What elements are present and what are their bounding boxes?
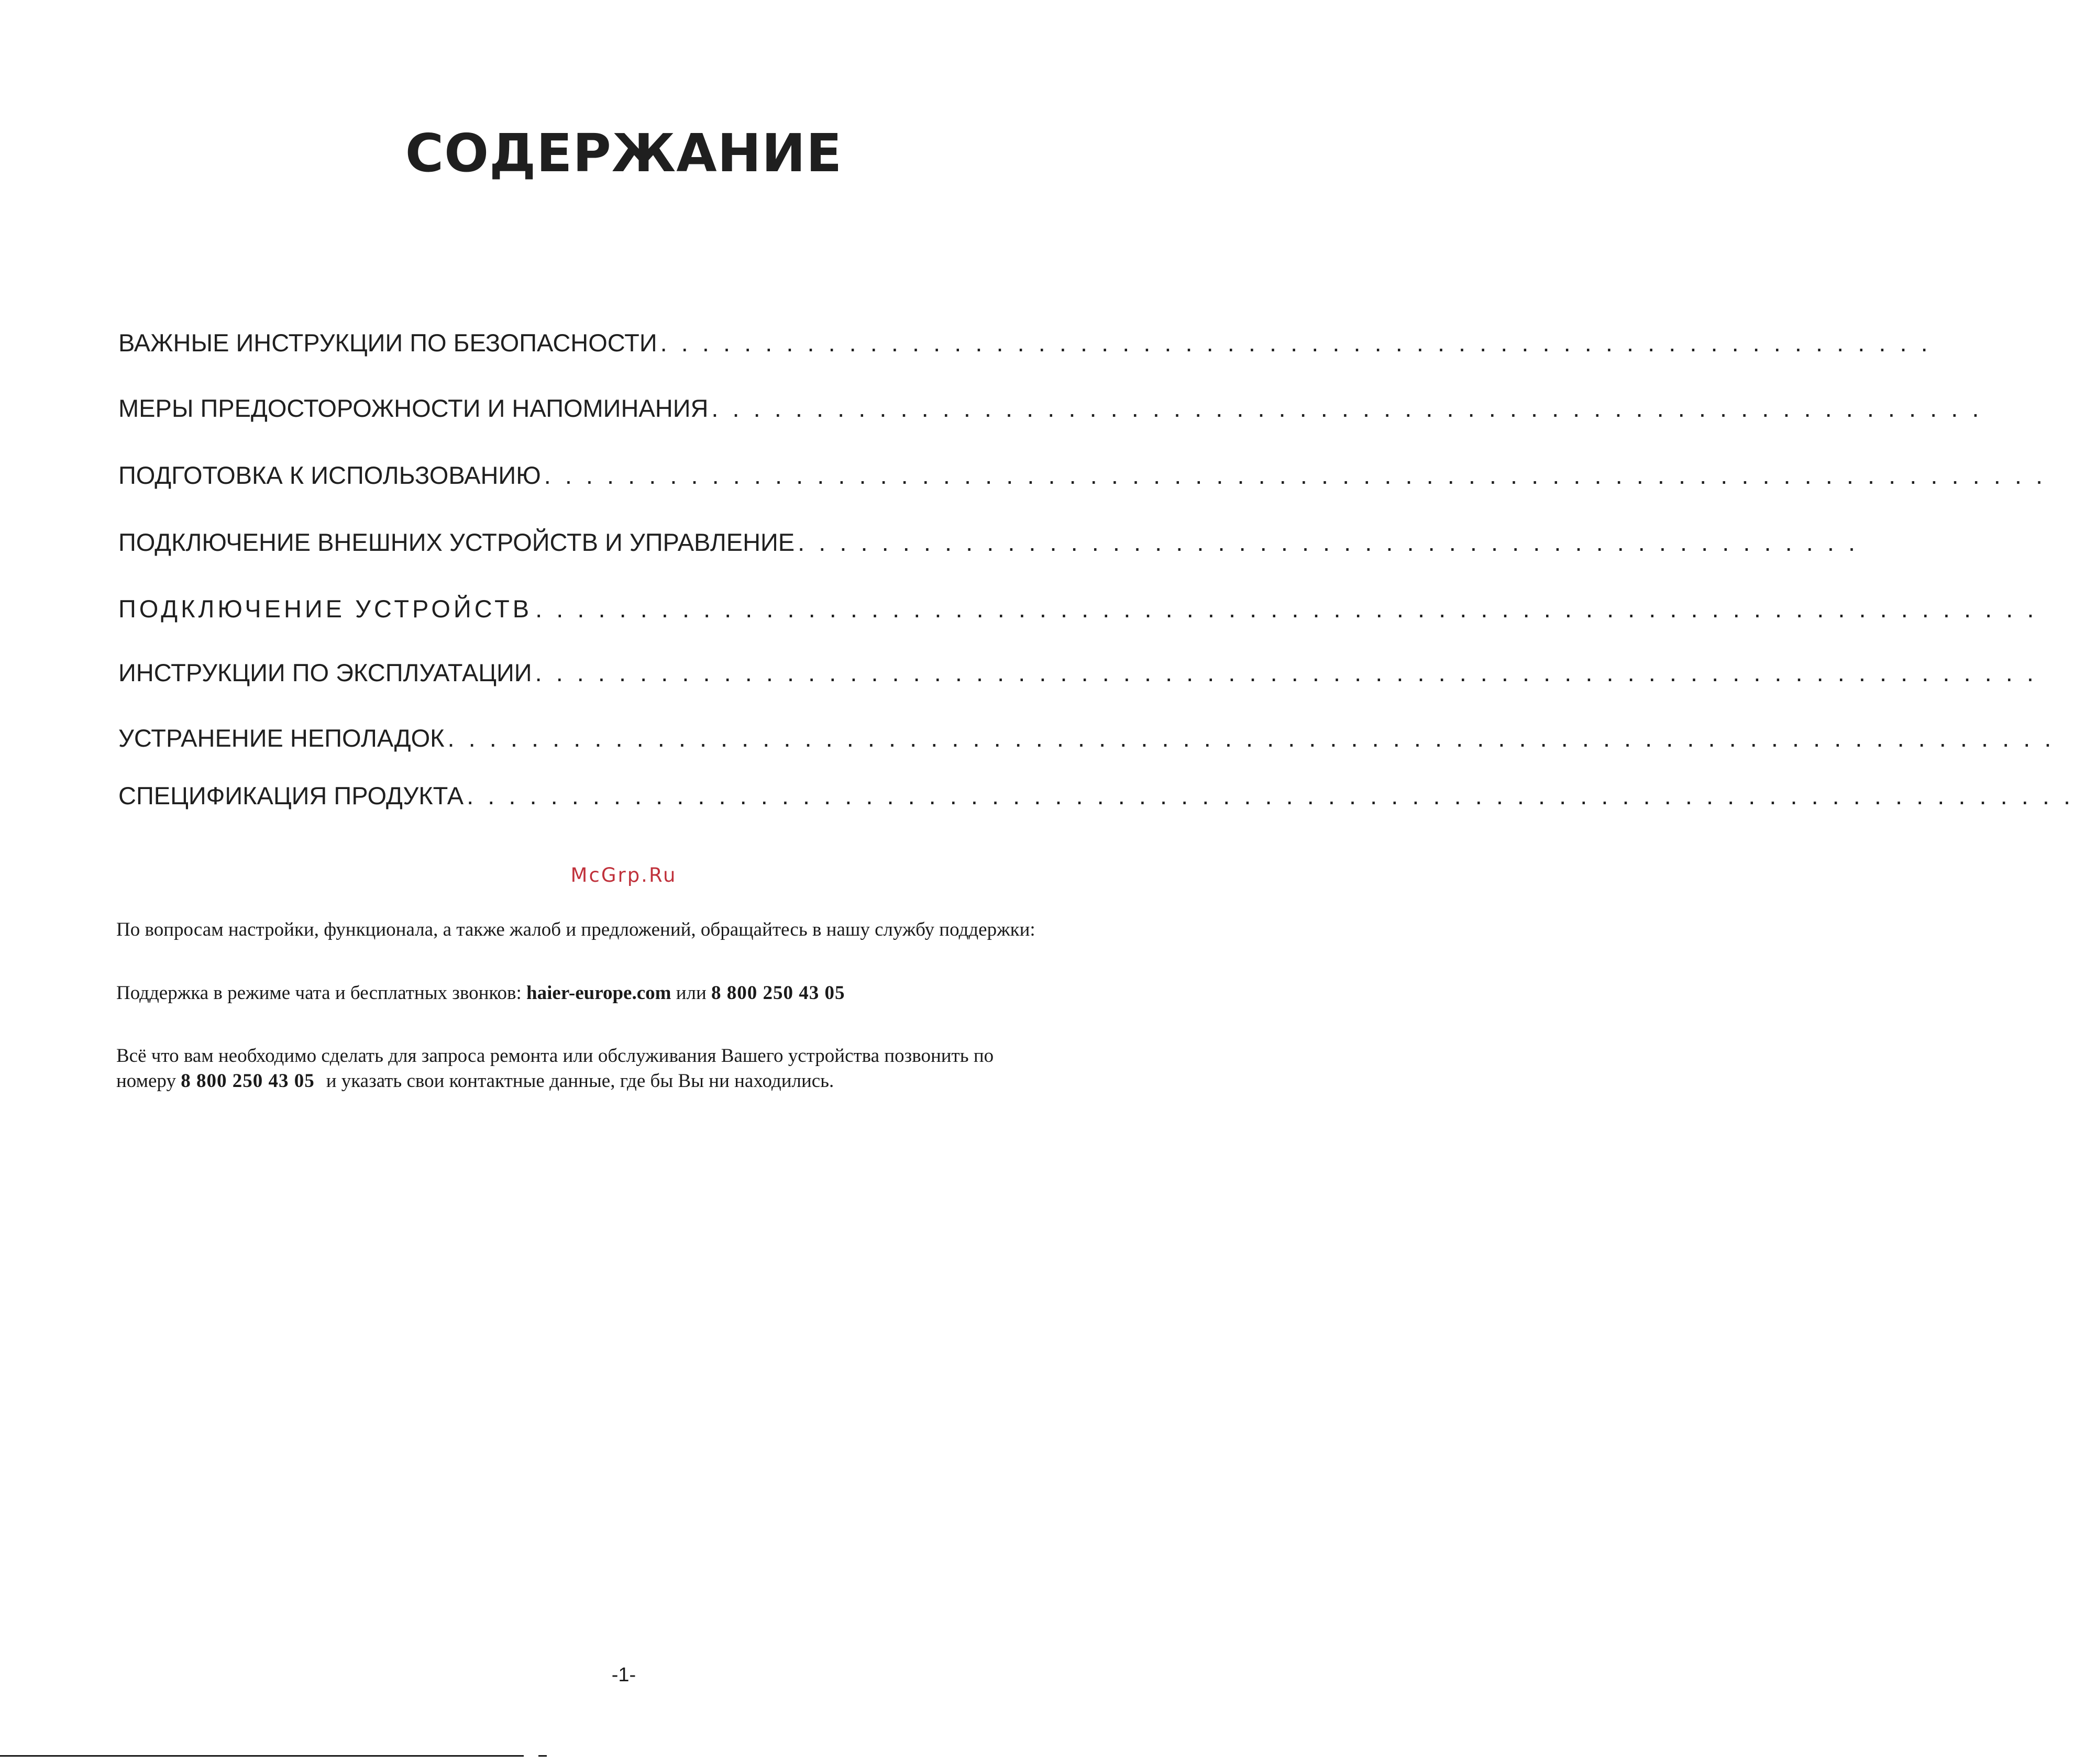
toc-item-label: ПОДКЛЮЧЕНИЕ УСТРОЙСТВ — [118, 595, 533, 623]
toc-leader-dots: . . . . . . . . . . . . . . . . . . . . . . . . . . . . . . . . . . . . . . . . . . . . . . . . . . . . . . . . . . . . . . . . . . . . . . . . . . . . . — [447, 724, 2055, 752]
toc-item-label: МЕРЫ ПРЕДОСТОРОЖНОСТИ И НАПОМИНАНИЯ — [118, 394, 709, 422]
toc-item-safety[interactable] — [118, 325, 1932, 361]
toc-leader-dots: . . . . . . . . . . . . . . . . . . . . . . . . . . . . . . . . . . . . . . . . . . . . . . . . . . . . . . . . . . . . . — [711, 394, 1983, 422]
support-repair-phone[interactable]: 8 800 250 43 05 — [181, 1070, 315, 1092]
toc-item-device-connection[interactable] — [118, 591, 2038, 627]
support-or: или — [671, 982, 712, 1004]
toc-leader-dots: . . . . . . . . . . . . . . . . . . . . . . . . . . . . . . . . . . . . . . . . . . . . . . . . . . . . . . . . . . . . . . . . . . . . . . . . . . . . . — [467, 782, 2074, 809]
support-site-link[interactable]: haier-europe.com — [526, 982, 671, 1004]
toc-item-specification[interactable] — [118, 778, 2074, 814]
support-phone[interactable]: 8 800 250 43 05 — [711, 982, 845, 1004]
support-repair-suffix: и указать свои контактные данные, где бы Вы ни находились. — [326, 1070, 834, 1092]
toc-leader-dots: . . . . . . . . . . . . . . . . . . . . . . . . . . . . . . . . . . . . . . . . . . . . . . . . . . . . . . . . . . . . . . . . . . . . . . . . — [535, 595, 2038, 623]
support-intro: По вопросам настройки, функционала, а также жалоб и предложений, обращайтесь в нашу службу поддержки: — [116, 919, 1035, 940]
toc-item-label: ПОДГОТОВКА К ИСПОЛЬЗОВАНИЮ — [118, 461, 541, 489]
support-repair-prefix: номеру — [116, 1070, 181, 1092]
toc-item-precautions[interactable] — [118, 390, 1983, 427]
toc-item-label: ВАЖНЫЕ ИНСТРУКЦИИ ПО БЕЗОПАСНОСТИ — [118, 329, 657, 357]
toc-item-preparation[interactable] — [118, 457, 2047, 494]
toc-leader-dots: . . . . . . . . . . . . . . . . . . . . . . . . . . . . . . . . . . . . . . . . . . . . . . . . . . . — [798, 528, 1859, 556]
page-title: СОДЕРЖАНИЕ — [405, 123, 843, 184]
support-repair-line1: Всё что вам необходимо сделать для запроса ремонта или обслуживания Вашего устройства позвонить по — [116, 1045, 994, 1067]
support-repair — [116, 1044, 1164, 1094]
support-chat-line — [116, 981, 1164, 1006]
support-chat-prefix: Поддержка в режиме чата и бесплатных звонков: — [116, 982, 527, 1004]
page-number: -1- — [611, 1664, 636, 1686]
watermark: McGrp.Ru — [570, 864, 677, 886]
toc-item-operation[interactable] — [118, 654, 2037, 691]
toc-item-external-devices[interactable] — [118, 524, 1859, 561]
toc-item-label: УСТРАНЕНИЕ НЕПОЛАДОК — [118, 724, 445, 752]
toc-item-label: ИНСТРУКЦИИ ПО ЭКСПЛУАТАЦИИ — [118, 659, 532, 686]
toc-item-label: ПОДКЛЮЧЕНИЕ ВНЕШНИХ УСТРОЙСТВ И УПРАВЛЕНИЕ — [118, 528, 795, 556]
toc-leader-dots: . . . . . . . . . . . . . . . . . . . . . . . . . . . . . . . . . . . . . . . . . . . . . . . . . . . . . . . . . . . . . . . . . . . . . . . . — [544, 461, 2047, 489]
support-repair-line2 — [116, 1069, 1164, 1094]
toc-item-label: СПЕЦИФИКАЦИЯ ПРОДУКТА — [118, 782, 464, 809]
bottom-divider — [0, 1755, 524, 1757]
toc-leader-dots: . . . . . . . . . . . . . . . . . . . . . . . . . . . . . . . . . . . . . . . . . . . . . . . . . . . . . . . . . . . . . . . . . . . . . . . . — [535, 659, 2037, 686]
bottom-divider-mark — [538, 1755, 547, 1757]
toc-item-troubleshooting[interactable] — [118, 720, 2055, 757]
toc-leader-dots: . . . . . . . . . . . . . . . . . . . . . . . . . . . . . . . . . . . . . . . . . . . . . . . . . . . . . . . . . . . . . — [660, 329, 1932, 357]
